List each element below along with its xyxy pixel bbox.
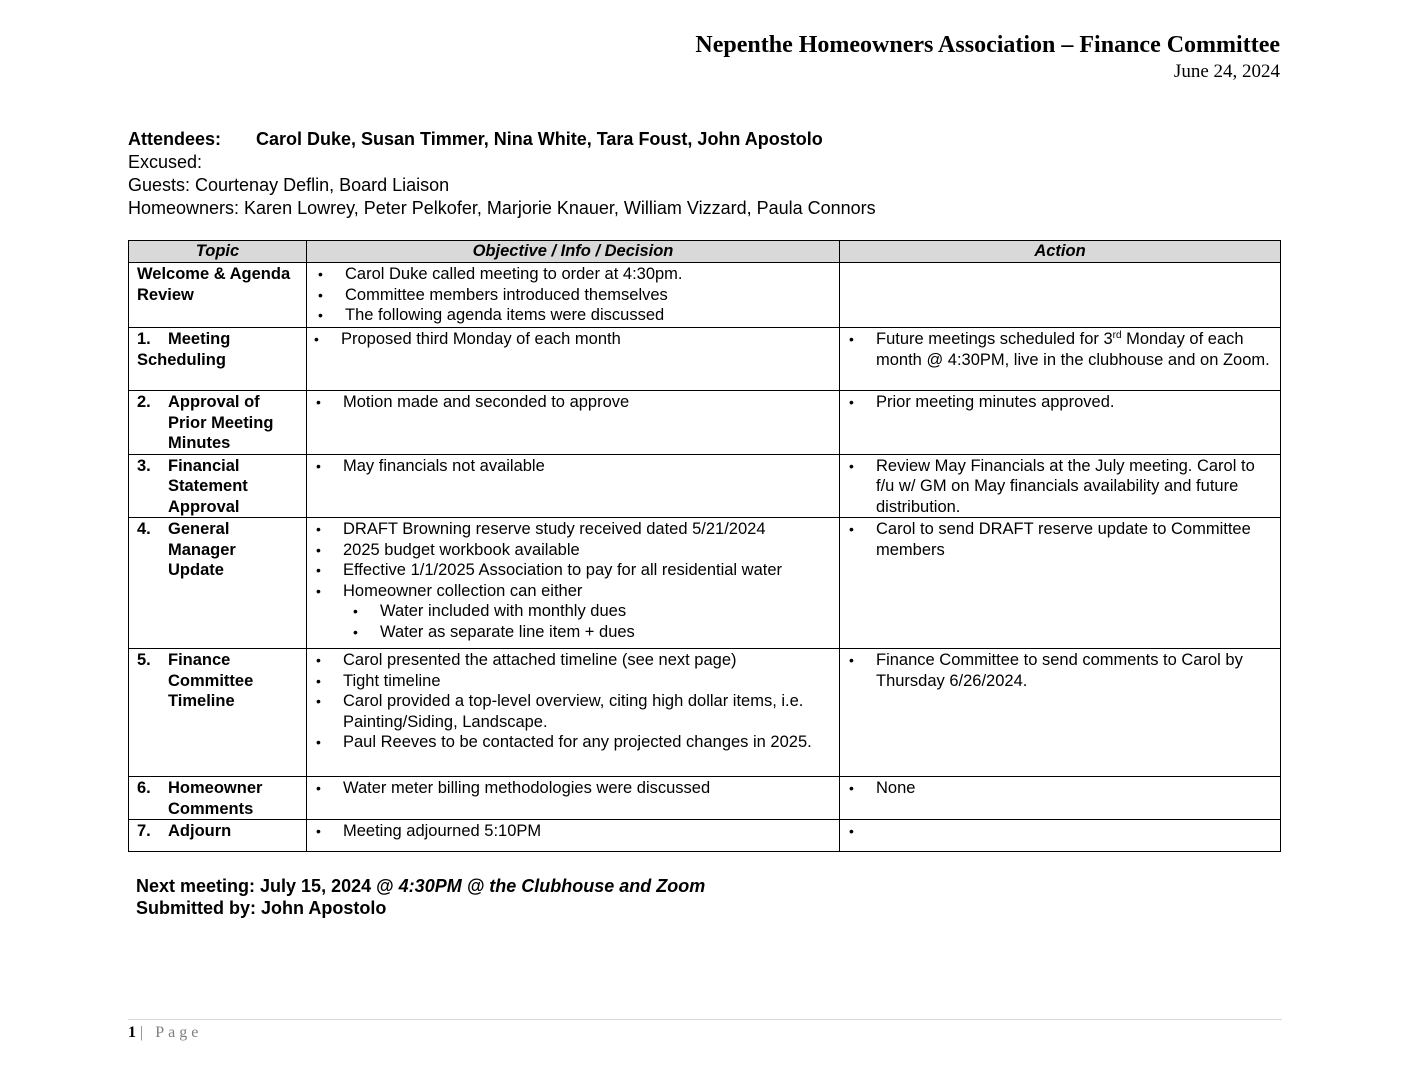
excused-line: Excused:: [128, 152, 203, 172]
page-number-footer: [128, 1024, 202, 1042]
table-row: [129, 391, 1281, 455]
topic-label: Approval of Prior Meeting Minutes: [168, 393, 274, 452]
next-meeting-line: [136, 875, 705, 897]
guests-line: Guests: Courtenay Deflin, Board Liaison: [128, 175, 450, 195]
list-item: • Carol provided a top-level overview, citing high dollar items, i.e. Painting/Siding, Landscape.: [307, 691, 839, 732]
table-header-row: [129, 241, 1281, 263]
minutes-table: [128, 240, 1281, 852]
objective-cell: [307, 328, 840, 391]
list-item: • Committee members introduced themselves: [309, 285, 839, 306]
action-cell: [840, 649, 1281, 777]
topic-cell: [129, 777, 307, 820]
header-action: Action: [840, 241, 1281, 263]
table-row: [129, 518, 1281, 649]
list-item: • DRAFT Browning reserve study received dated 5/21/2024: [307, 519, 839, 540]
meeting-date: June 24, 2024: [1173, 61, 1280, 82]
action-cell: [840, 391, 1281, 455]
action-cell: [840, 263, 1281, 328]
objective-cell: [307, 518, 840, 649]
objective-cell: [307, 454, 840, 518]
list-item: • 2025 budget workbook available: [307, 540, 839, 561]
action-cell: [840, 518, 1281, 649]
topic-cell: [129, 820, 307, 852]
list-item: • Review May Financials at the July meeting. Carol to f/u w/ GM on May financials availability and future distribution.: [840, 456, 1280, 518]
action-cell: [840, 777, 1281, 820]
action-cell: [840, 328, 1281, 391]
sub-list-item: • Water as separate line item + dues: [307, 622, 839, 643]
attendees-label: Attendees:: [128, 129, 222, 149]
list-item: • Carol Duke called meeting to order at 4:30pm.: [309, 264, 839, 285]
topic-number: 3.: [137, 456, 151, 475]
topic-cell: [129, 454, 307, 518]
table-row: [129, 328, 1281, 391]
list-item: • Prior meeting minutes approved.: [840, 392, 1280, 413]
next-meeting-detail: 4:30PM @ the Clubhouse and Zoom: [398, 876, 706, 896]
topic-label: Meeting Scheduling: [137, 330, 231, 369]
footer-divider: [128, 1019, 1282, 1020]
topic-cell: [129, 649, 307, 777]
list-item: • Carol to send DRAFT reserve update to Committee members: [840, 519, 1280, 560]
list-item: • Water meter billing methodologies were discussed: [307, 778, 839, 799]
homeowners-line: Homeowners: Karen Lowrey, Peter Pelkofer, Marjorie Knauer, William Vizzard, Paula Connors: [128, 198, 876, 218]
next-meeting-label: Next meeting: July 15, 2024 @: [136, 876, 399, 896]
list-item: • Motion made and seconded to approve: [307, 392, 839, 413]
header-objective: Objective / Info / Decision: [307, 241, 840, 263]
list-item: • Future meetings scheduled for 3rd Monday of each month @ 4:30PM, live in the clubhouse and on Zoom.: [840, 329, 1280, 370]
topic-number: 5.: [137, 651, 151, 669]
organization-title: Nepenthe Homeowners Association – Finance Committee: [695, 32, 1280, 58]
list-item: • Finance Committee to send comments to Carol by Thursday 6/26/2024.: [840, 650, 1280, 691]
list-item: • Tight timeline: [307, 671, 839, 692]
table-row: [129, 777, 1281, 820]
table-row: [129, 649, 1281, 777]
table-row: [129, 454, 1281, 518]
submitted-by-line: Submitted by: John Apostolo: [136, 898, 387, 918]
header-topic: Topic: [129, 241, 307, 263]
list-item: • Paul Reeves to be contacted for any projected changes in 2025.: [307, 732, 839, 753]
objective-cell: [307, 649, 840, 777]
topic-label: Finance Committee Timeline: [168, 651, 254, 710]
topic-label: Adjourn: [168, 822, 232, 840]
action-cell: [840, 820, 1281, 852]
list-item: • Meeting adjourned 5:10PM: [307, 821, 839, 842]
list-item: • None: [840, 778, 1280, 799]
attendance-section: [128, 128, 1278, 220]
attendees-names: Carol Duke, Susan Timmer, Nina White, Tara Foust, John Apostolo: [256, 129, 823, 149]
topic-number: 2.: [137, 393, 151, 411]
topic-number: 1.: [137, 330, 151, 348]
list-item: • May financials not available: [307, 456, 839, 477]
action-cell: [840, 454, 1281, 518]
topic-label: Financial Statement Approval: [168, 456, 248, 516]
page-label: | Page: [140, 1024, 203, 1041]
page-number: 1: [128, 1024, 136, 1041]
topic-label: General Manager Update: [168, 520, 236, 579]
table-row: [129, 820, 1281, 852]
list-item: • The following agenda items were discussed: [309, 305, 839, 326]
document-header: [695, 30, 1280, 84]
table-row: [129, 263, 1281, 328]
objective-cell: [307, 263, 840, 328]
topic-cell: [129, 518, 307, 649]
list-item: • Effective 1/1/2025 Association to pay for all residential water: [307, 560, 839, 581]
objective-cell: [307, 820, 840, 852]
topic-cell: [129, 328, 307, 391]
topic-number: 4.: [137, 520, 151, 538]
list-item: • Carol presented the attached timeline (see next page): [307, 650, 839, 671]
topic-label: Welcome & Agenda Review: [137, 265, 291, 304]
list-item: • Homeowner collection can either: [307, 581, 839, 602]
topic-cell: [129, 263, 307, 328]
sub-list-item: • Water included with monthly dues: [307, 601, 839, 622]
topic-number: 7.: [137, 822, 151, 840]
list-item: • Proposed third Monday of each month: [305, 329, 839, 350]
topic-cell: [129, 391, 307, 455]
topic-number: 6.: [137, 779, 151, 797]
list-item: [840, 821, 1280, 842]
attendees-line: [128, 128, 1278, 151]
objective-cell: [307, 391, 840, 455]
footer-notes: [136, 875, 705, 919]
objective-cell: [307, 777, 840, 820]
topic-label: Homeowner Comments: [168, 779, 263, 818]
